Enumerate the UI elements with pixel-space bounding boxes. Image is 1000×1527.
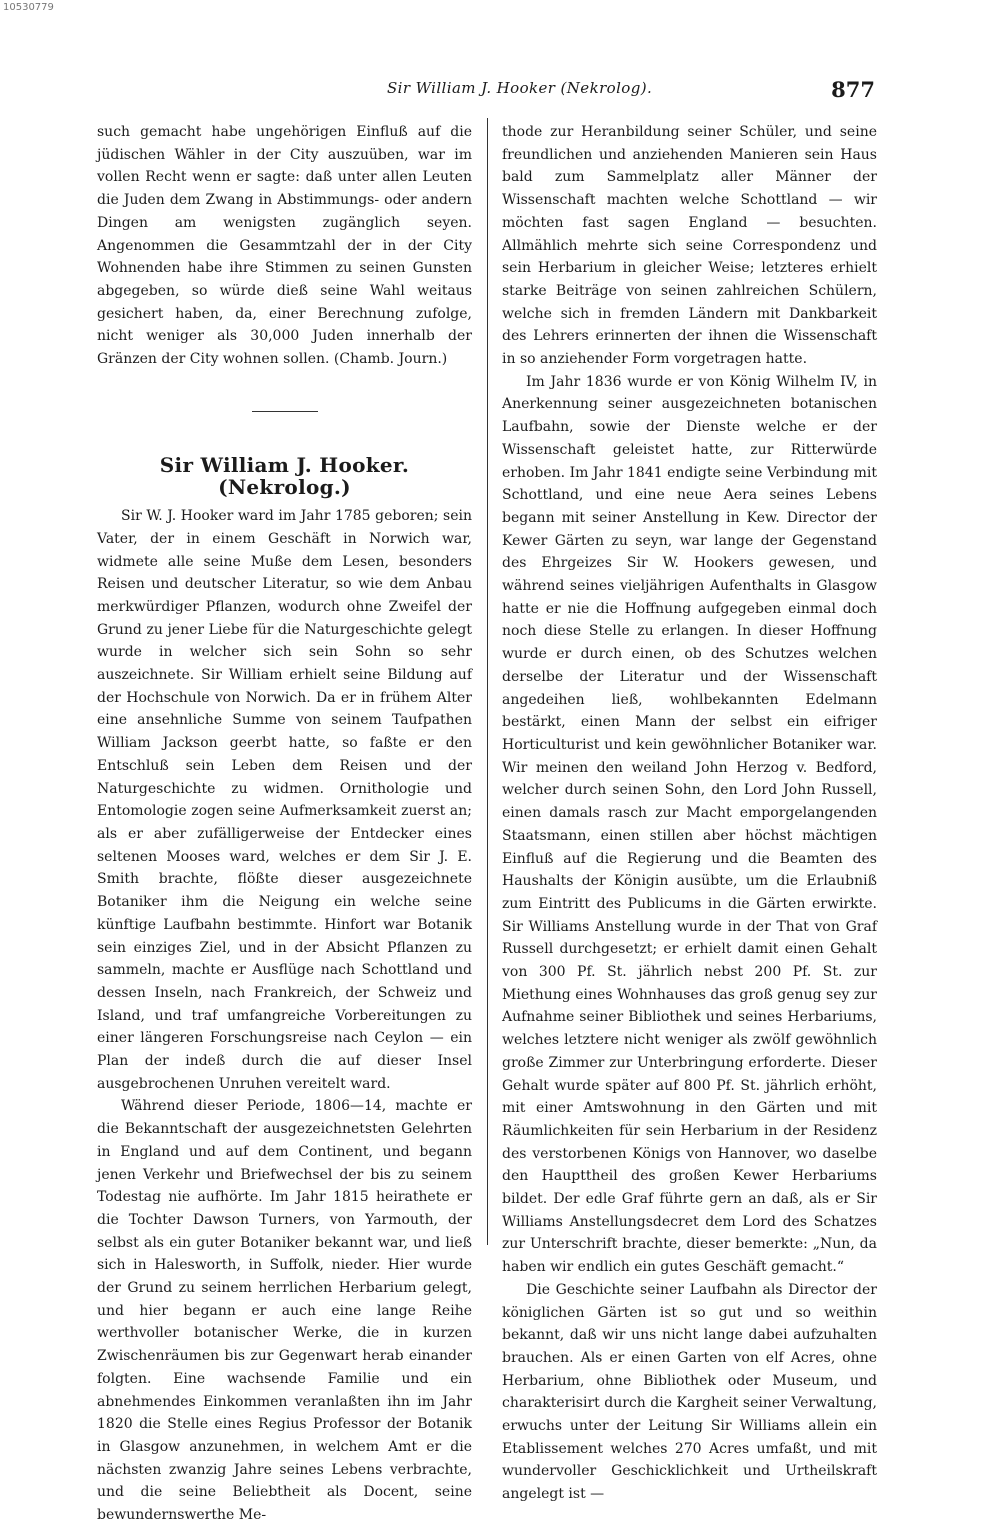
scan-id: 10530779 xyxy=(3,2,54,13)
body-paragraph: Während dieser Periode, 1806—14, machte er die Bekanntschaft der ausgezeichnetsten Gelehrten in England und auf dem Continent, und begann jenen Verkehr und Briefwechsel der bis zu seinem Todestag nie aufhörte. Im Jahr 1815 heirathete er die Tochter Dawson Turners, von Yarmouth, der selbst als ein guter Botaniker bekannt war, und ließ sich in Halesworth, in Suffolk, nieder. Hier wurde der Grund zu seinem herrlichen Herbarium gelegt, und hier begann er auch eine lange Reihe werthvoller botanischer Werke, die in kurzen Zwischenräumen bis zur Gegenwart herab einander folgten. Eine wachsende Familie und ein abnehmendes Einkommen veranlaßten ihn im Jahr 1820 die Stelle eines Regius Professor der Botanik in Glasgow anzunehmen, in welchem Amt er die nächsten zwanzig Jahre seines Lebens verbrachte, und die seine Beliebtheit als Docent, seine bewundernswerthe Me- xyxy=(97,1098,472,1524)
body-paragraph: Im Jahr 1836 wurde er von König Wilhelm IV, in Anerkennung seiner ausgezeichneten botanischen Laufbahn, sowie der Dienste welche er der Wissenschaft geleistet hatte, zur Ritterwürde erhoben. Im Jahr 1841 endigte seine Verbindung mit Schottland, und eine neue Aera seines Lebens begann mit seiner Anstellung in Kew. Director der Kewer Gärten zu seyn, war lange der Gegenstand des Ehrgeizes Sir W. Hookers gewesen, und während seines vieljährigen Aufenthalts in Glasgow hatte er nie die Hoffnung aufgegeben einmal doch noch diese Stelle zu erlangen. In dieser Hoffnung wurde er durch einen, ob des Schutzes welchen derselbe der Literatur und der Wissenschaft angedeihen ließ, wohlbekannten Edelmann bestärkt, einen Mann der selbst ein eifriger Horticulturist und kein gewöhnlicher Botaniker war. Wir meinen den weiland John Herzog v. Bedford, welcher durch seinen Sohn, den Lord John Russell, einen damals rasch zur Macht emporgelangenden Staatsmann, einen stillen aber höchst mächtigen Einfluß auf die Regierung und die Beamten des Haushalts der Königin ausübte, um die Erlaubniß zum Eintritt des Publicums in die Gärten erwirkte. Sir Williams Anstellung wurde in der That von Graf Russell durchgesetzt; er erhielt damit einen Gehalt von 300 Pf. St. jährlich nebst 200 Pf. St. zur Miethung eines Wohnhauses das groß genug sey zur Aufnahme seiner Bibliothek und seines Herbariums, welches letztere nicht weniger als zwölf gewöhnlich große Zimmer zur Unterbringung erforderte. Dieser Gehalt wurde später auf 800 Pf. St. jährlich erhöht, mit einer Amtswohnung in den Gärten und mit Räumlichkeiten für sein Herbarium in der Residenz des verstorbenen Königs von Hannover, wo daselbe den Haupttheil des großen Kewer Herbariums bildet. Der edle Graf führte gern an daß, als er Sir Williams Anstellungsdecret dem Lord des Schatzes zur Unterschrift brachte, dieser bemerkte: „Nun, da haben wir endlich ein gutes Geschäft gemacht.“ xyxy=(502,373,877,1276)
column-divider xyxy=(487,118,488,1245)
right-column xyxy=(502,121,877,1506)
continuation-paragraph: such gemacht habe ungehörigen Einfluß auf die jüdischen Wähler in der City auszuüben, war im vollen Recht wenn er sagte: daß unter allen Leuten die Juden dem Zwang in Abstimmungs- oder andern Dingen am wenigsten zugänglich seyen. Angenommen die Gesammtzahl der in der City Wohnenden habe ihre Stimmen zu seinen Gunsten abgegeben, so würde dieß seine Wahl weitaus gesichert haben, da, einer Berechnung zufolge, nicht weniger als 30,000 Juden innerhalb der Gränzen der City wohnen sollen. (Chamb. Journ.) xyxy=(97,124,472,368)
body-paragraph: thode zur Heranbildung seiner Schüler, und seine freundlichen und anziehenden Manieren sein Haus bald zum Sammelplatz aller Männer der Wissenschaft machten welche Schottland — wir möchten fast sagen England — besuchten. Allmählich mehrte sich seine Correspondenz und sein Herbarium in gleicher Weise; letzteres erhielt starke Beiträge von seinen zahlreichen Schülern, welche sich in fremden Ländern mit Dankbarkeit des Lehrers erinnerten der ihnen die Wissenschaft in so anziehender Form vorgetragen hatte. xyxy=(502,124,877,368)
body-paragraph: Sir W. J. Hooker ward im Jahr 1785 geboren; sein Vater, der in einem Geschäft in Norwich war, widmete alle seine Muße dem Lesen, besonders Reisen und deutscher Literatur, so wie dem Anbau merkwürdiger Pflanzen, wodurch ohne Zweifel der Grund zu jener Liebe für die Naturgeschichte gelegt wurde in welcher sich sein Sohn so sehr auszeichnete. Sir William erhielt seine Bildung auf der Hochschule von Norwich. Da er in frühem Alter eine ansehnliche Summe von seinem Taufpathen William Jackson geerbt hatte, so faßte er den Entschluß sein Leben dem Reisen und der Naturgeschichte zu widmen. Ornithologie und Entomologie zogen seine Aufmerksamkeit zuerst an; als er aber zufälligerweise der Entdecker eines seltenen Mooses ward, welches er dem Sir J. E. Smith brachte, flößte dieser ausgezeichnete Botaniker ihm die Neigung ein welche seine künftige Laufbahn bestimmte. Hinfort war Botanik sein einziges Ziel, und in der Absicht Pflanzen zu sammeln, machte er Ausflüge nach Schottland und dessen Inseln, nach Frankreich, der Schweiz und Island, und traf umfangreiche Vorbereitungen zu einer längeren Forschungsreise nach Ceylon — ein Plan der indeß durch die auf dieser Insel ausgebrochenen Unruhen vereitelt ward. xyxy=(97,508,472,1092)
section-divider-rule xyxy=(252,411,318,412)
left-column xyxy=(97,121,472,1527)
running-head: Sir William J. Hooker (Nekrolog). xyxy=(387,79,653,97)
page-number: 877 xyxy=(831,77,875,102)
body-paragraph: Die Geschichte seiner Laufbahn als Director der königlichen Gärten ist so gut und so weithin bekannt, daß wir uns nicht lange dabei aufzuhalten brauchen. Als er einen Garten von elf Acres, ohne Herbarium, ohne Bibliothek oder Museum, und charakterisirt durch die Kargheit seiner Verwaltung, erwuchs unter der Leitung Sir Williams allein ein Etablissement welches 270 Acres umfaßt, und mit wundervoller Geschicklichkeit und Urtheilskraft angelegt ist — xyxy=(502,1281,877,1503)
article-title: Sir William J. Hooker. (Nekrolog.) xyxy=(159,452,410,500)
